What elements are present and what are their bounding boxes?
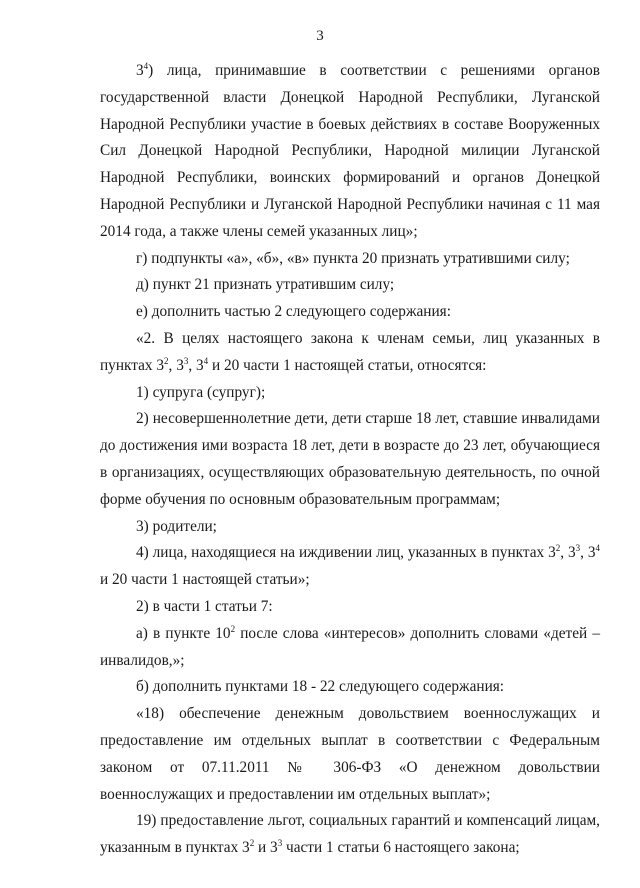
paragraph [100,246,600,273]
text-run: «18) обеспечение денежным довольствием военнослужащих и предоставление им отдельных выплат в соответствии с Федеральным законом от 07.11.2011 № 306-ФЗ «О денежном довольствии военнослужащих и предоставлении им отдельных выплат»; [100,705,600,803]
superscript: 2 [249,838,255,849]
text-run: е) дополнить частью 2 следующего содержания: [136,303,451,321]
paragraph [100,58,600,246]
text-run: , 3 [560,544,576,562]
paragraph [100,272,600,299]
text-run: 4) лица, находящиеся на иждивении лиц, указанных в пунктах 3 [136,544,556,562]
superscript: 4 [203,355,209,366]
paragraph [100,594,600,621]
superscript: 2 [164,355,169,366]
text-run: д) пункт 21 признать утратившим силу; [136,276,395,294]
paragraph [100,540,600,594]
text-run: , 3 [168,356,184,374]
text-run: 3 [136,62,144,79]
text-run: , 3 [580,544,596,562]
paragraph [100,808,600,862]
page-number: 3 [316,28,324,44]
text-run: г) подпункты «а», «б», «в» пункта 20 признать утратившими силу; [136,249,570,267]
superscript: 3 [183,355,189,366]
text-run: и 20 части 1 настоящей статьи, относятся: [208,356,487,374]
paragraph [100,299,600,326]
text-run: б) дополнить пунктами 18 - 22 следующего содержания: [136,678,505,696]
text-run: 1) супруга (супруг); [136,383,266,401]
text-run: и 20 части 1 настоящей статьи»; [100,571,310,589]
text-run: 3) родители; [136,517,217,535]
paragraph [100,674,600,701]
document-body [100,58,600,862]
text-run: а) в пункте 10 [136,624,231,642]
paragraph [100,621,600,675]
text-run: 19) предоставление льгот, социальных гарантий и компенсаций лицам, указанным в пунктах 3 [100,812,600,857]
text-run: «2. В целях настоящего закона к членам семьи, лиц указанных в пунктах 3 [100,329,600,374]
paragraph [100,380,600,407]
superscript: 3 [575,543,581,554]
paragraph [100,406,600,513]
superscript: 2 [555,543,561,554]
superscript: 2 [230,623,236,634]
text-run: ) лица, принимавшие в соответствии с решениями органов государственной власти Донецкой Народной Республики, Луганской Народной Республики участие в боевых действиях в составе Вооруженных Сил Донецкой Народной Республики, Народной милиции Луганской Народной Республики, воинских формирований и органов Донецкой Народной Республики и Луганской Народной Республики начиная с 11 мая 2014 года, а также члены семей указанных лиц»; [100,62,600,240]
paragraph [100,701,600,808]
superscript: 3 [277,838,283,849]
text-run: 2) в части 1 статьи 7: [136,597,273,615]
superscript: 4 [143,61,149,71]
paragraph [100,514,600,541]
text-run: после слова «интересов» дополнить словами «детей – инвалидов,»; [100,624,600,669]
superscript: 4 [595,543,601,554]
paragraph [100,326,600,380]
text-run: 2) несовершеннолетние дети, дети старше 18 лет, ставшие инвалидами до достижения ими возраста 18 лет, дети в возрасте до 23 лет, обучающиеся в организациях, осуществляющих образовательную деятельность, по очной форме обучения по основным образовательным программам; [100,410,600,508]
text-run: и 3 [254,839,278,857]
text-run: части 1 статьи 6 настоящего закона; [282,839,520,857]
text-run: , 3 [188,356,204,374]
